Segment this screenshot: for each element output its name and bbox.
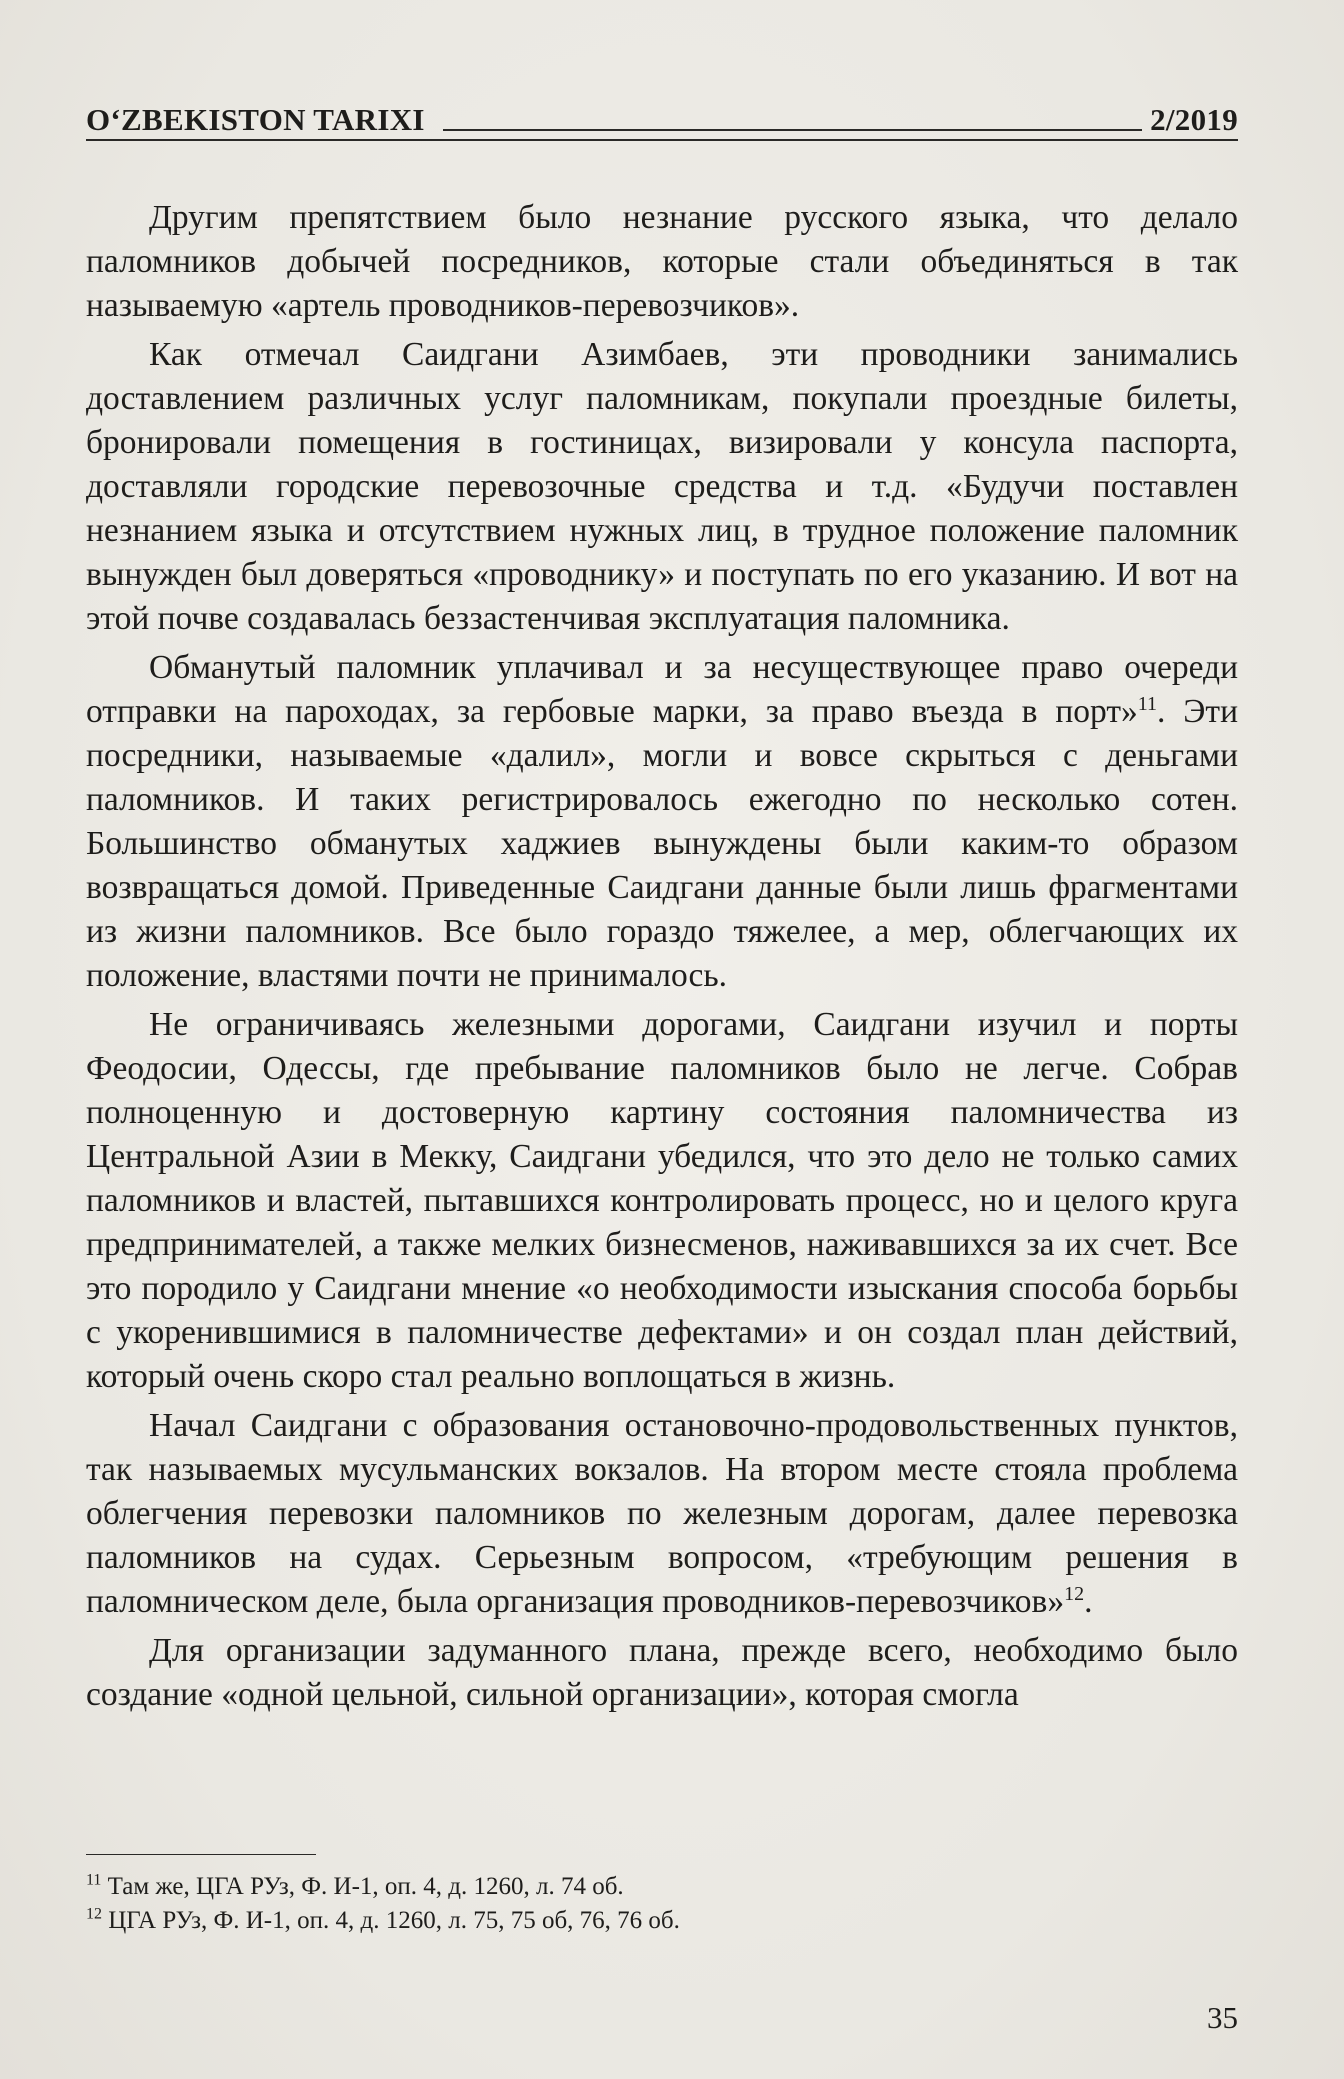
paragraph-text-continued: . xyxy=(1084,1583,1093,1620)
paragraph-text-continued: . Эти посредники, называемые «далил», могли и вовсе скрыться с деньгами паломников. И таких регистрировалось ежегодно по несколько сотен. Большинство обманутых хаджиев вынуждены были каким-то образом возвращаться домой. Приведенные Саидгани данные были лишь фрагментами из жизни паломников. Все было гораздо тяжелее, а мер, облегчающих их положение, властями почти не принималось. xyxy=(86,693,1238,994)
article-body xyxy=(86,196,1238,1722)
footnote-rule xyxy=(86,1854,316,1855)
footnote xyxy=(86,1904,1238,1938)
footnotes xyxy=(86,1870,1238,1938)
paragraph xyxy=(86,1003,1238,1399)
issue-number: 2/2019 xyxy=(1150,102,1238,137)
header-rule xyxy=(443,128,1142,131)
paragraph xyxy=(86,333,1238,641)
footnote xyxy=(86,1870,1238,1904)
footnote-number: 11 xyxy=(86,1871,102,1889)
paragraph xyxy=(86,1629,1238,1717)
paragraph xyxy=(86,646,1238,998)
journal-title: O‘ZBEKISTON TARIXI xyxy=(86,102,425,137)
paragraph-text: Начал Саидгани с образования остановочно-продовольственных пунктов, так называемых мусульманских вокзалов. На втором месте стояла проблема облегчения перевозки паломников по железным дорогам, далее перевозка паломников на судах. Серьезным вопросом, «требующим решения в паломническом деле, была организация проводников-перевозчиков» xyxy=(86,1407,1238,1620)
footnote-text: Там же, ЦГА РУз, Ф. И-1, оп. 4, д. 1260, л. 74 об. xyxy=(107,1873,624,1900)
paragraph-text: Как отмечал Саидгани Азимбаев, эти проводники занимались доставлением различных услуг паломникам, покупали проездные билеты, бронировали помещения в гостиницах, визировали у консула паспорта, доставляли городские перевозочные средства и т.д. «Будучи поставлен незнанием языка и отсутствием нужных лиц, в трудное положение паломник вынужден был доверяться «проводнику» и поступать по его указанию. И вот на этой почве создавалась беззастенчивая эксплуатация паломника. xyxy=(86,336,1238,637)
paragraph xyxy=(86,1404,1238,1624)
paragraph xyxy=(86,196,1238,328)
footnote-ref: 11 xyxy=(1137,692,1158,715)
header-underline xyxy=(86,139,1238,141)
footnote-number: 12 xyxy=(86,1905,102,1923)
paragraph-text: Обманутый паломник уплачивал и за несуществующее право очереди отправки на пароходах, за гербовые марки, за право въезда в порт» xyxy=(86,649,1238,730)
footnote-ref: 12 xyxy=(1064,1582,1085,1605)
running-header xyxy=(86,90,1238,138)
footnote-text: ЦГА РУз, Ф. И-1, оп. 4, д. 1260, л. 75, 75 об, 76, 76 об. xyxy=(108,1907,680,1934)
paragraph-text: Другим препятствием было незнание русского языка, что делало паломников добычей посредников, которые стали объединяться в так называемую «артель проводников-перевозчиков». xyxy=(86,199,1238,324)
paragraph-text: Для организации задуманного плана, прежде всего, необходимо было создание «одной цельной, сильной организации», которая смогла xyxy=(86,1632,1238,1713)
paragraph-text: Не ограничиваясь железными дорогами, Саидгани изучил и порты Феодосии, Одессы, где пребывание паломников было не легче. Собрав полноценную и достоверную картину состояния паломничества из Центральной Азии в Мекку, Саидгани убедился, что это дело не только самих паломников и властей, пытавшихся контролировать процесс, но и целого круга предпринимателей, а также мелких бизнесменов, наживавшихся за их счет. Все это породило у Саидгани мнение «о необходимости изыскания способа борьбы с укоренившимися в паломничестве дефектами» и он создал план действий, который очень скоро стал реально воплощаться в жизнь. xyxy=(86,1006,1238,1395)
page-number: 35 xyxy=(1207,2000,1238,2035)
